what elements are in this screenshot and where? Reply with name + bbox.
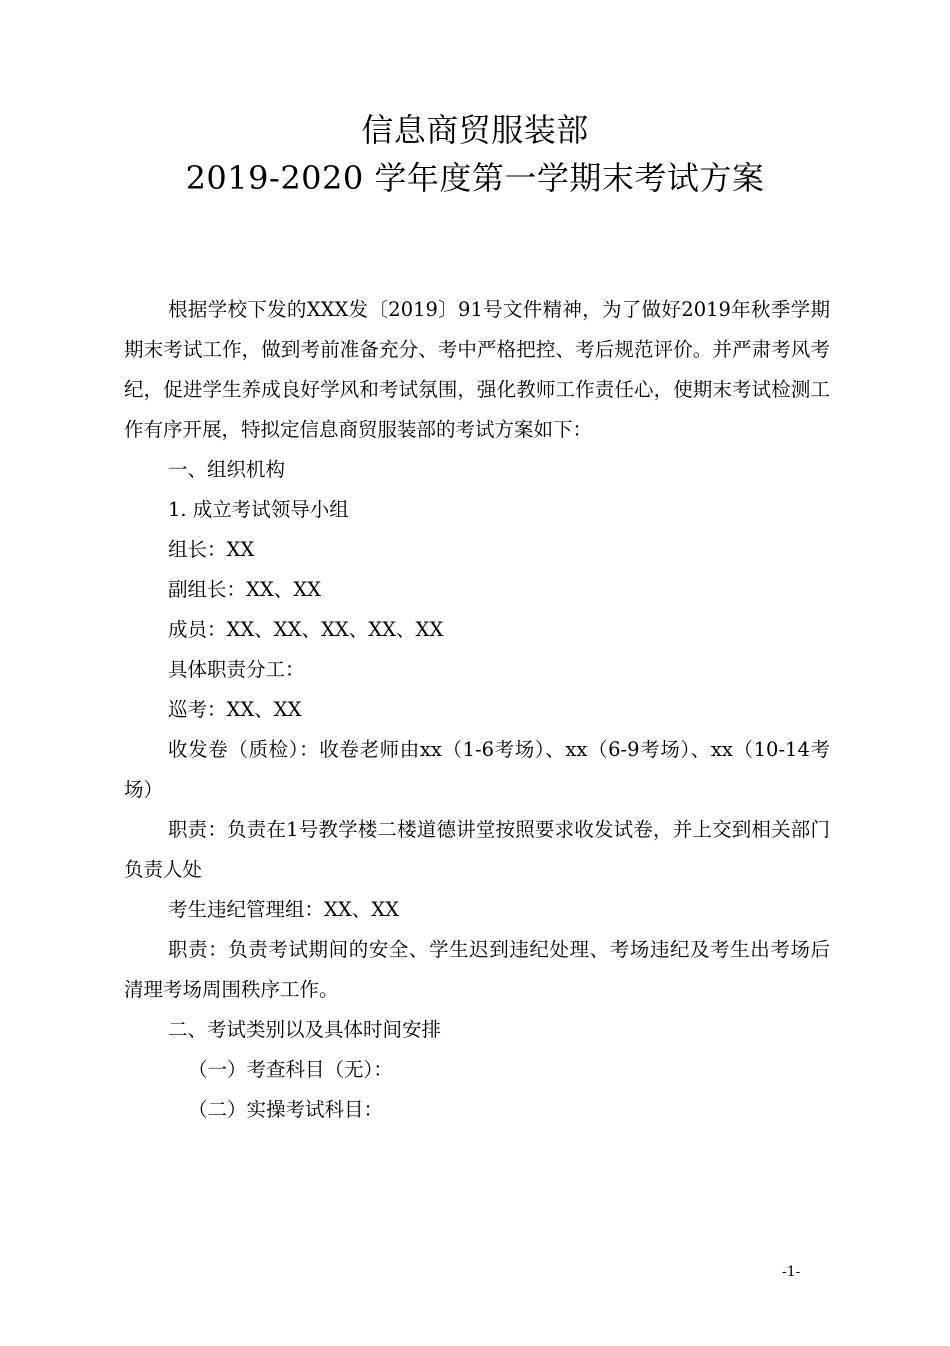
- section-heading-organization: 一、组织机构: [168, 458, 286, 481]
- item-duty-division: 具体职责分工：: [168, 658, 305, 681]
- item-discipline-duty: 职责：负责考试期间的安全、学生迟到违纪处理、考场违纪及考生出考场后清理考场周围秩序工作。: [124, 938, 830, 1001]
- item-members: 成员：XX、XX、XX、XX、XX: [168, 618, 444, 641]
- intro-paragraph: 根据学校下发的XXX发〔2019〕91号文件精神，为了做好2019年秋季学期期末考试工作，做到考前准备充分、考中严格把控、考后规范评价。并严肃考风考纪，促进学生养成良好学风和考试氛围，强化教师工作责任心，使期末考试检测工作有序开展，特拟定信息商贸服装部的考试方案如下：: [124, 298, 830, 441]
- document-title: [0, 106, 950, 202]
- title-line-exam-plan: 2019-2020 学年度第一学期末考试方案: [185, 159, 765, 197]
- section-heading-schedule: 二、考试类别以及具体时间安排: [168, 1018, 442, 1041]
- item-collection-duty: 职责：负责在1号教学楼二楼道德讲堂按照要求收发试卷，并上交到相关部门负责人处: [124, 818, 830, 881]
- page-number: -1-: [782, 1264, 801, 1280]
- document-body: [124, 290, 830, 1130]
- item-leadership-group: 1. 成立考试领导小组: [168, 498, 349, 521]
- item-deputy-leader: 副组长：XX、XX: [168, 578, 322, 601]
- subitem-practical-subjects: （二）实操考试科目：: [188, 1098, 384, 1121]
- subitem-inspection-subjects: （一）考查科目（无）：: [188, 1058, 393, 1081]
- title-line-department: 信息商贸服装部: [361, 111, 589, 149]
- item-paper-collection: 收发卷（质检）：收卷老师由xx（1-6考场）、xx（6-9考场）、xx（10-14考场）: [124, 738, 830, 801]
- item-discipline-group: 考生违纪管理组：XX、XX: [168, 898, 400, 921]
- item-group-leader: 组长：XX: [168, 538, 255, 561]
- item-inspectors: 巡考：XX、XX: [168, 698, 302, 721]
